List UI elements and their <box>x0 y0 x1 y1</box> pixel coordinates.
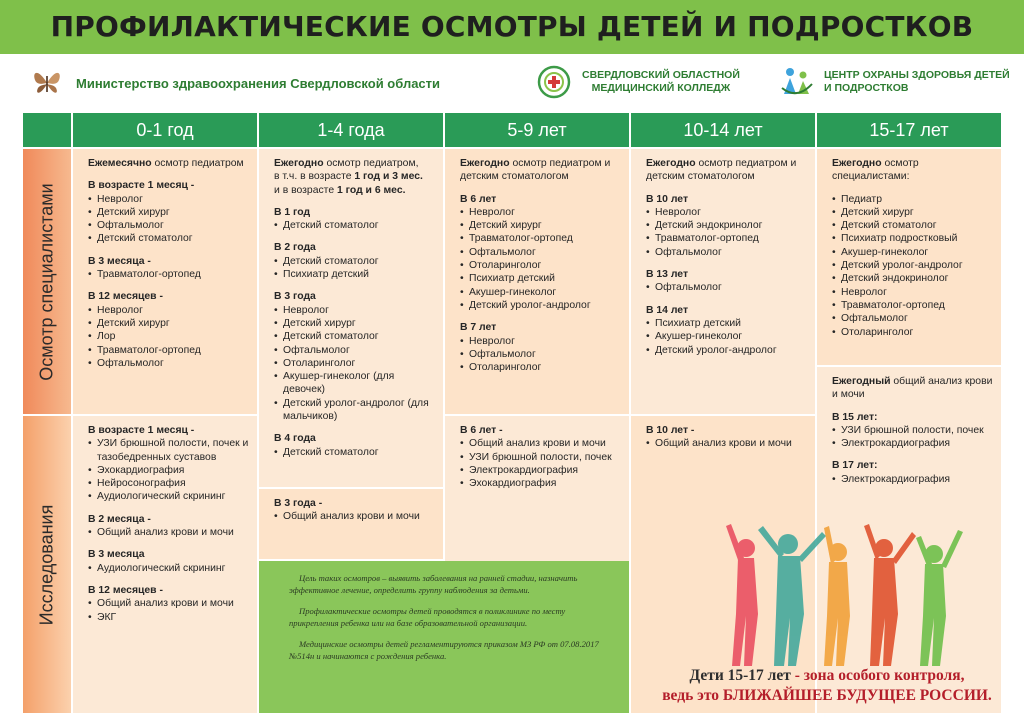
cell-intro <box>88 157 251 170</box>
list-item: • ЭКГ <box>88 611 251 624</box>
column-header-1-4: 1-4 года <box>259 113 443 147</box>
age-label: В 4 года <box>274 433 316 445</box>
exams-cell-1-4 <box>259 149 443 487</box>
item-list <box>832 193 995 339</box>
list-item: • Акушер-гинеколог <box>460 286 623 299</box>
college-emblem-icon <box>536 64 572 100</box>
list-item: • Детский уролог-андролог <box>646 344 809 357</box>
list-item: • Отоларинголог <box>274 357 437 370</box>
list-item: • Акушер-гинеколог (для девочек) <box>274 370 437 397</box>
intro-bold: Ежегодно <box>460 158 510 169</box>
list-item: • Детский уролог-андролог <box>832 259 995 272</box>
age-group <box>88 179 251 245</box>
cell-intro <box>646 157 809 184</box>
cell-intro <box>832 157 995 184</box>
age-group <box>646 193 809 259</box>
list-item: • Детский стоматолог <box>274 255 437 268</box>
age-group <box>274 290 437 423</box>
age-group <box>460 321 623 374</box>
item-list <box>88 193 251 246</box>
item-list <box>646 437 809 450</box>
age-label: В 6 лет - <box>460 425 503 436</box>
exams-cell-10-14 <box>631 149 815 414</box>
item-list <box>88 304 251 370</box>
list-item: • Психиатр подростковый <box>832 232 995 245</box>
list-item: • Невролог <box>832 286 995 299</box>
college-name-line1: СВЕРДЛОВСКИЙ ОБЛАСТНОЙ <box>582 69 740 81</box>
info-note <box>259 561 629 713</box>
ministry-name: Министерство здравоохранения Свердловской области <box>76 75 441 91</box>
butterfly-logo-icon <box>32 66 62 100</box>
list-item: • Офтальмолог <box>274 344 437 357</box>
intro-text: осмотр педиатром <box>151 158 244 169</box>
item-list <box>88 562 251 575</box>
list-item: • Лор <box>88 330 251 343</box>
item-list <box>274 510 437 523</box>
list-item: • Травматолог-ортопед <box>832 299 995 312</box>
list-item: • Офтальмолог <box>832 312 995 325</box>
age-group <box>646 304 809 357</box>
organizations-bar <box>0 56 1024 108</box>
item-list <box>274 446 437 459</box>
intro-bold: Ежегодно <box>274 158 324 169</box>
note-paragraph-2: Профилактические осмотры детей проводятся в поликлинике по месту прикрепления ребенка или на базе образовательной организации. <box>289 606 566 628</box>
age-group <box>274 241 437 281</box>
list-item: • УЗИ брюшной полости, почек <box>460 451 623 464</box>
list-item: • Детский уролог-андролог (для мальчиков) <box>274 397 437 424</box>
exams-cell-0-1 <box>73 149 257 414</box>
list-item: • УЗИ брюшной полости, почек и тазобедренных суставов <box>88 437 251 464</box>
age-label: В возрасте 1 месяц - <box>88 425 195 436</box>
age-label: В 3 года <box>274 291 316 303</box>
item-list <box>832 473 995 486</box>
list-item: • Аудиологический скрининг <box>88 562 251 575</box>
age-group <box>88 548 251 575</box>
list-item: • Невролог <box>460 206 623 219</box>
age-group <box>88 424 251 504</box>
age-label: В 6 лет <box>460 193 497 205</box>
list-item: • Общий анализ крови и мочи <box>646 437 809 450</box>
item-list <box>88 526 251 539</box>
age-group <box>832 193 995 339</box>
age-group <box>646 268 809 295</box>
list-item: • Психиатр детский <box>460 272 623 285</box>
list-item: • Эхокардиография <box>460 477 623 490</box>
intro-bold: 1 год и 6 мес. <box>337 184 406 196</box>
age-label: В возрасте 1 месяц - <box>88 180 195 192</box>
intro-bold: Ежегодный <box>832 376 891 387</box>
college-block <box>536 64 740 100</box>
list-item: • Офтальмолог <box>88 357 251 370</box>
center-name-line1: ЦЕНТР ОХРАНЫ ЗДОРОВЬЯ ДЕТЕЙ <box>824 69 1010 81</box>
list-item: • Невролог <box>274 304 437 317</box>
age-group <box>832 459 995 486</box>
youth-silhouettes-illustration <box>718 518 974 666</box>
item-list <box>832 424 995 451</box>
item-list <box>646 281 809 294</box>
item-list <box>460 206 623 312</box>
list-item: • Отоларинголог <box>832 326 995 339</box>
list-item: • Электрокардиография <box>832 437 995 450</box>
header-corner <box>23 113 71 147</box>
intro-bold: Ежемесячно <box>88 158 152 169</box>
item-list <box>646 206 809 259</box>
item-list <box>646 317 809 357</box>
list-item: • Травматолог-ортопед <box>88 268 251 281</box>
list-item: • Детский хирург <box>832 206 995 219</box>
list-item: • Офтальмолог <box>460 246 623 259</box>
tests-cell-1-4 <box>259 489 443 559</box>
slogan-line2: ведь это БЛИЖАЙШЕЕ БУДУЩЕЕ РОССИИ. <box>662 687 992 704</box>
list-item: • Невролог <box>88 193 251 206</box>
age-label: В 7 лет <box>460 322 497 334</box>
list-item: • Детский хирург <box>88 317 251 330</box>
list-item: • Детский хирург <box>460 219 623 232</box>
list-item: • Общий анализ крови и мочи <box>460 437 623 450</box>
list-item: • Психиатр детский <box>274 268 437 281</box>
list-item: • Офтальмолог <box>646 246 809 259</box>
list-item: • Общий анализ крови и мочи <box>88 597 251 610</box>
cell-intro <box>460 157 623 184</box>
slogan <box>662 666 992 706</box>
item-list <box>88 268 251 281</box>
age-group <box>274 497 437 524</box>
slogan-kids: Дети 15-17 лет <box>689 667 791 684</box>
intro-line <box>274 170 437 183</box>
age-group <box>460 424 623 490</box>
row-label-exams <box>23 149 71 414</box>
intro-text: в т.ч. в возрасте <box>274 171 355 183</box>
age-group <box>88 584 251 624</box>
column-header-10-14: 10-14 лет <box>631 113 815 147</box>
intro-text: осмотр специалистами: <box>832 158 919 183</box>
age-label: В 17 лет: <box>832 460 878 472</box>
exams-cell-15-17 <box>817 149 1001 365</box>
list-item: • Детский стоматолог <box>88 232 251 245</box>
list-item: • Детский эндокринолог <box>646 219 809 232</box>
list-item: • Психиатр детский <box>646 317 809 330</box>
list-item: • Офтальмолог <box>646 281 809 294</box>
age-label: В 3 месяца - <box>88 255 151 267</box>
age-group <box>88 290 251 370</box>
age-label: В 14 лет <box>646 304 689 316</box>
age-group <box>274 206 437 233</box>
slogan-line1-rest: - зона особого контроля, <box>790 667 965 684</box>
list-item: • Отоларинголог <box>460 361 623 374</box>
intro-text: осмотр педиатром, <box>323 158 419 169</box>
list-item: • Акушер-гинеколог <box>832 246 995 259</box>
age-label: В 3 года - <box>274 498 323 509</box>
intro-text: и в возрасте <box>274 184 337 196</box>
list-item: • Травматолог-ортопед <box>88 344 251 357</box>
column-header-15-17: 15-17 лет <box>817 113 1001 147</box>
age-label: В 2 года <box>274 242 316 254</box>
age-group <box>274 432 437 459</box>
age-label: В 10 лет <box>646 193 689 205</box>
list-item: • Офтальмолог <box>88 219 251 232</box>
item-list <box>88 437 251 503</box>
family-logo-icon <box>780 64 814 100</box>
age-label: В 12 месяцев - <box>88 291 163 303</box>
center-name-line2: И ПОДРОСТКОВ <box>824 82 909 94</box>
list-item: • Невролог <box>646 206 809 219</box>
list-item: • Нейросонография <box>88 477 251 490</box>
age-label: В 10 лет - <box>646 425 695 436</box>
list-item: • Невролог <box>88 304 251 317</box>
row-label-tests <box>23 416 71 713</box>
age-group <box>832 411 995 451</box>
list-item: • Электрокардиография <box>832 473 995 486</box>
list-item: • УЗИ брюшной полости, почек <box>832 424 995 437</box>
center-block <box>780 64 1010 100</box>
intro-line <box>274 184 437 197</box>
intro-bold: Ежегодно <box>832 158 882 169</box>
exams-cell-5-9 <box>445 149 629 414</box>
list-item: • Детский эндокринолог <box>832 272 995 285</box>
item-list <box>460 335 623 375</box>
title-banner <box>0 0 1024 54</box>
item-list <box>460 437 623 490</box>
intro-bold: 1 год и 3 мес. <box>354 171 423 183</box>
age-label: В 13 лет <box>646 269 689 281</box>
cell-intro <box>274 157 437 170</box>
cell-intro <box>832 375 995 402</box>
column-header-0-1: 0-1 год <box>73 113 257 147</box>
intro-text: осмотр педиатром и детским стоматологом <box>460 158 611 183</box>
item-list <box>274 219 437 232</box>
list-item: • Детский стоматолог <box>274 219 437 232</box>
item-list <box>274 255 437 282</box>
age-label: В 15 лет: <box>832 411 878 423</box>
list-item: • Травматолог-ортопед <box>460 232 623 245</box>
row-label-tests-text: Исследования <box>36 504 57 625</box>
list-item: • Общий анализ крови и мочи <box>274 510 437 523</box>
list-item: • Невролог <box>460 335 623 348</box>
intro-text: общий анализ крови и мочи <box>832 376 993 401</box>
item-list <box>88 597 251 624</box>
list-item: • Общий анализ крови и мочи <box>88 526 251 539</box>
age-label: В 12 месяцев - <box>88 584 163 596</box>
list-item: • Акушер-гинеколог <box>646 330 809 343</box>
intro-text: осмотр педиатром и детским стоматологом <box>646 158 797 183</box>
list-item: • Детский хирург <box>88 206 251 219</box>
column-header-5-9: 5-9 лет <box>445 113 629 147</box>
list-item: • Педиатр <box>832 193 995 206</box>
age-group <box>460 193 623 313</box>
row-label-exams-text: Осмотр специалистами <box>36 182 57 381</box>
note-paragraph-1: Цель таких осмотров – выявить заболевания на ранней стадии, назначить эффективное лечение, определить группу наблюдения за детьми. <box>289 573 578 595</box>
list-item: • Электрокардиография <box>460 464 623 477</box>
ministry-block <box>32 66 440 100</box>
college-name-line2: МЕДИЦИНСКИЙ КОЛЛЕДЖ <box>591 82 731 94</box>
note-paragraph-3: Медицинские осмотры детей регламентируются приказом МЗ РФ от 07.08.2017 №514н и начинаются с рождения ребенка. <box>289 639 599 661</box>
age-group <box>646 424 809 451</box>
list-item: • Детский уролог-андролог <box>460 299 623 312</box>
intro-bold: Ежегодно <box>646 158 696 169</box>
age-label: В 2 месяца - <box>88 513 151 525</box>
age-label: В 1 год <box>274 206 311 218</box>
list-item: • Офтальмолог <box>460 348 623 361</box>
age-label: В 3 месяца <box>88 549 145 561</box>
list-item: • Травматолог-ортопед <box>646 232 809 245</box>
list-item: • Детский стоматолог <box>832 219 995 232</box>
age-group <box>88 255 251 282</box>
list-item: • Эхокардиография <box>88 464 251 477</box>
list-item: • Детский стоматолог <box>274 446 437 459</box>
item-list <box>274 304 437 424</box>
tests-cell-0-1 <box>73 416 257 713</box>
list-item: • Аудиологический скрининг <box>88 490 251 503</box>
list-item: • Отоларинголог <box>460 259 623 272</box>
age-group <box>88 513 251 540</box>
page-title: ПРОФИЛАКТИЧЕСКИЕ ОСМОТРЫ ДЕТЕЙ И ПОДРОСТКОВ <box>50 10 974 43</box>
list-item: • Детский стоматолог <box>274 330 437 343</box>
list-item: • Детский хирург <box>274 317 437 330</box>
